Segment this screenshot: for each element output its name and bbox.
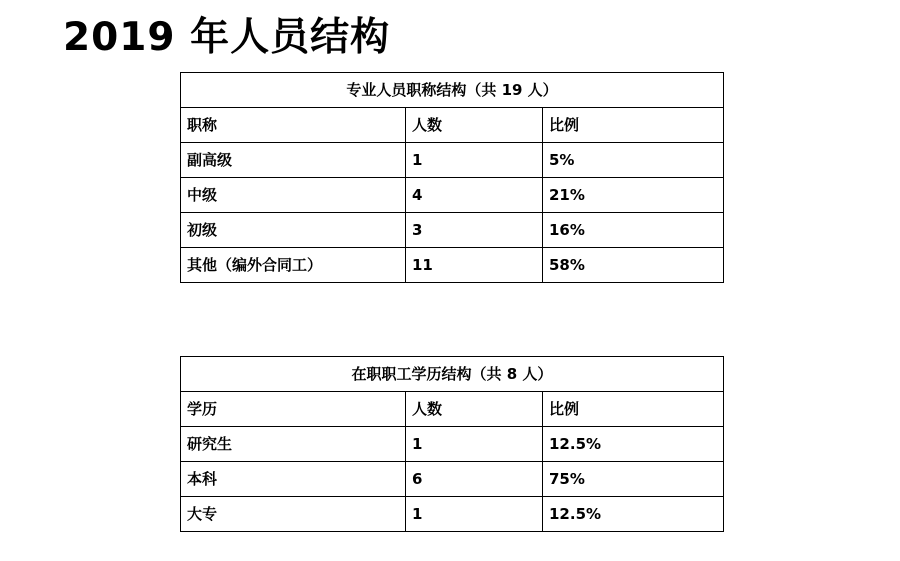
cell-count: 4 (406, 178, 543, 213)
page-title: 2019 年人员结构 (63, 15, 391, 60)
table-row (181, 178, 724, 213)
column-header-count: 人数 (406, 392, 543, 427)
cell-count: 1 (406, 143, 543, 178)
table-row (181, 462, 724, 497)
cell-count: 1 (406, 427, 543, 462)
column-header-ratio: 比例 (543, 108, 724, 143)
cell-ratio: 16% (543, 213, 724, 248)
cell-count: 6 (406, 462, 543, 497)
cell-ratio: 58% (543, 248, 724, 283)
table-row (181, 143, 724, 178)
cell-title: 副高级 (181, 143, 406, 178)
cell-title: 其他（编外合同工） (181, 248, 406, 283)
table-row (181, 213, 724, 248)
table-caption-row (181, 73, 724, 108)
cell-count: 3 (406, 213, 543, 248)
cell-title: 初级 (181, 213, 406, 248)
title-structure-table (180, 72, 724, 283)
table-caption-row (181, 357, 724, 392)
column-header-count: 人数 (406, 108, 543, 143)
education-structure-table (180, 356, 724, 532)
table-row (181, 427, 724, 462)
cell-title: 中级 (181, 178, 406, 213)
cell-ratio: 12.5% (543, 427, 724, 462)
cell-ratio: 21% (543, 178, 724, 213)
cell-education: 研究生 (181, 427, 406, 462)
table-header-row (181, 392, 724, 427)
column-header-ratio: 比例 (543, 392, 724, 427)
table-caption: 在职职工学历结构（共 8 人） (181, 357, 724, 392)
cell-education: 本科 (181, 462, 406, 497)
cell-ratio: 12.5% (543, 497, 724, 532)
cell-ratio: 5% (543, 143, 724, 178)
cell-count: 11 (406, 248, 543, 283)
column-header-education: 学历 (181, 392, 406, 427)
cell-education: 大专 (181, 497, 406, 532)
table-caption: 专业人员职称结构（共 19 人） (181, 73, 724, 108)
column-header-title: 职称 (181, 108, 406, 143)
cell-ratio: 75% (543, 462, 724, 497)
table-row (181, 248, 724, 283)
table-header-row (181, 108, 724, 143)
table-row (181, 497, 724, 532)
cell-count: 1 (406, 497, 543, 532)
